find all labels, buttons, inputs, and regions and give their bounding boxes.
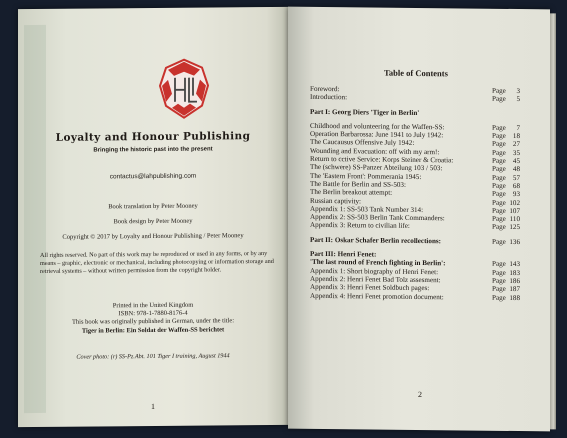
page-label: Page <box>492 276 506 285</box>
page-label: Page <box>492 165 506 174</box>
page-label: Page <box>492 140 506 149</box>
page-label: Page <box>492 95 506 104</box>
toc-title: Table of Contents <box>384 67 448 79</box>
toc-entry-page: 102 <box>509 198 520 207</box>
toc-entry-page: 18 <box>512 132 520 141</box>
page-label: Page <box>492 293 506 302</box>
toc-entry-page: 188 <box>509 293 520 302</box>
page-label: Page <box>492 284 506 294</box>
copyright-notice: Copyright © 2017 by Loyalty and Honour Publishing / Peter Mooney <box>62 232 244 241</box>
left-page <box>18 7 288 427</box>
part-heading: Part III: Henri Fenet: <box>310 249 377 259</box>
original-publication-note: This book was originally published in German, under the title: <box>71 317 235 327</box>
toc-entry-page: 35 <box>512 148 520 157</box>
part1-entries <box>310 122 520 232</box>
rights-notice: All rights reserved. No part of this work may be reproduced or used in any forms, or by any means – graphic, electronic or mechanical, including photocopying or information storage and retrieval systems – without written permission from the copyright holder. <box>40 250 274 275</box>
page-label: Page <box>492 268 506 277</box>
design-credit: Book design by Peter Mooney <box>113 217 193 226</box>
toc-entry-page: 57 <box>512 173 520 182</box>
toc-entry-page: 3 <box>516 87 520 96</box>
part3-entries <box>310 258 520 302</box>
toc-entry-title: Appendix 3: Return to civilian life: <box>310 221 410 231</box>
page-label: Page <box>492 86 506 95</box>
isbn: ISBN: 978-1-7880-8176-4 <box>118 309 188 318</box>
toc-entry-title: The (schwere) SS-Panzer Abteilung 103 / 503: <box>310 163 443 173</box>
toc-entry-page: 5 <box>516 95 520 104</box>
page-number: 2 <box>418 389 422 400</box>
toc-entry-page: 143 <box>509 260 520 269</box>
toc-entry-title: The 'Eastern Front': Pommerania 1945: <box>310 171 422 181</box>
page-label: Page <box>492 206 506 215</box>
part-heading: Part II: Oskar Schafer Berlin recollections: <box>310 235 442 245</box>
toc-row <box>310 291 520 301</box>
toc-entry-page: 125 <box>509 223 520 232</box>
toc-entry-page: 110 <box>509 215 520 224</box>
right-page <box>288 7 550 432</box>
page-number: 1 <box>151 401 155 412</box>
toc-entry-page: 45 <box>512 157 520 166</box>
translation-credit: Book translation by Peter Mooney <box>108 202 198 211</box>
toc-entry-title: Foreword: <box>310 84 340 94</box>
toc-entry-title: Return to cctive Service: Korps Steiner & Croatia: <box>310 154 454 165</box>
toc-entry-title: Appendix 3: Henri Fenet Soldbuch pages: <box>310 283 430 293</box>
toc-entry-title: Appendix 4: Henri Fenet promotion document: <box>310 291 444 301</box>
cover-photo-credit: Cover photo: (r) SS-Pz.Abt. 101 Tiger I training, August 1944 <box>76 352 230 361</box>
toc-entry-title: The Berlin breakout attempt: <box>310 188 393 197</box>
page-label: Page <box>492 198 506 207</box>
page-label: Page <box>492 173 506 182</box>
toc-entry-page: 136 <box>509 237 520 246</box>
page-label: Page <box>492 156 506 165</box>
page-label: Page <box>492 181 506 190</box>
toc-entry-title: Appendix 2: SS-503 Berlin Tank Commanders: <box>310 213 445 223</box>
page-label: Page <box>492 123 506 132</box>
publisher-logo <box>158 58 210 120</box>
toc-entry-title: The Battle for Berlin and SS-503: <box>310 179 406 189</box>
toc-entry-title: Appendix 1: Short biography of Henri Fenet: <box>310 266 439 276</box>
toc-entry-page: 107 <box>509 206 520 215</box>
toc-entry-title: Russian captivity: <box>310 196 362 205</box>
toc-entry-title: Introduction: <box>310 93 348 102</box>
page-label: Page <box>492 260 506 269</box>
toc-entry-title: Appendix 1: SS-503 Tank Number 314: <box>310 204 424 214</box>
publication-info <box>18 301 288 336</box>
toc-entry-title: 'The last round of French fighting in Berlin': <box>310 258 446 268</box>
part-heading: Part I: Georg Diers 'Tiger in Berlin' <box>310 107 420 117</box>
contact-email: contactus@lahpublishing.com <box>109 172 197 181</box>
publisher-tagline: Bringing the historic past into the present <box>93 146 213 154</box>
table-of-contents <box>310 85 520 302</box>
printed-in: Printed in the United Kingdom <box>112 301 194 310</box>
toc-entry-title: Wounding and Evacuation: off with my arm!: <box>310 146 440 156</box>
page-label: Page <box>492 190 506 199</box>
original-title: Tiger in Berlin: Ein Soldat der Waffen-SS berichtet <box>81 325 225 335</box>
toc-entry-page: 183 <box>509 268 520 277</box>
toc-entry-page: 7 <box>516 123 520 132</box>
toc-entry-page: 187 <box>509 285 520 294</box>
page-label: Page <box>492 214 506 224</box>
toc-entry-title: Operation Barbarossa: June 1941 to July 1942: <box>310 130 444 140</box>
page-label: Page <box>492 148 506 157</box>
toc-entry-page: 68 <box>512 181 520 191</box>
toc-entry-title: Childhood and volunteering for the Waffen-SS: <box>310 121 445 132</box>
publisher-name: Loyalty and Honour Publishing <box>55 130 251 144</box>
toc-entry-page: 93 <box>512 190 520 199</box>
toc-entry-title: Appendix 2: Henri Fenet Bad Tolz assesment: <box>310 274 441 285</box>
toc-entry-page: 48 <box>512 165 520 174</box>
page-label: Page <box>492 131 506 141</box>
page-label: Page <box>492 223 506 232</box>
toc-entry-title: The Caucausus Offensive July 1942: <box>310 138 415 148</box>
toc-entry-page: 186 <box>509 276 520 285</box>
page-label: Page <box>492 237 506 246</box>
toc-entry-page: 27 <box>512 140 520 149</box>
